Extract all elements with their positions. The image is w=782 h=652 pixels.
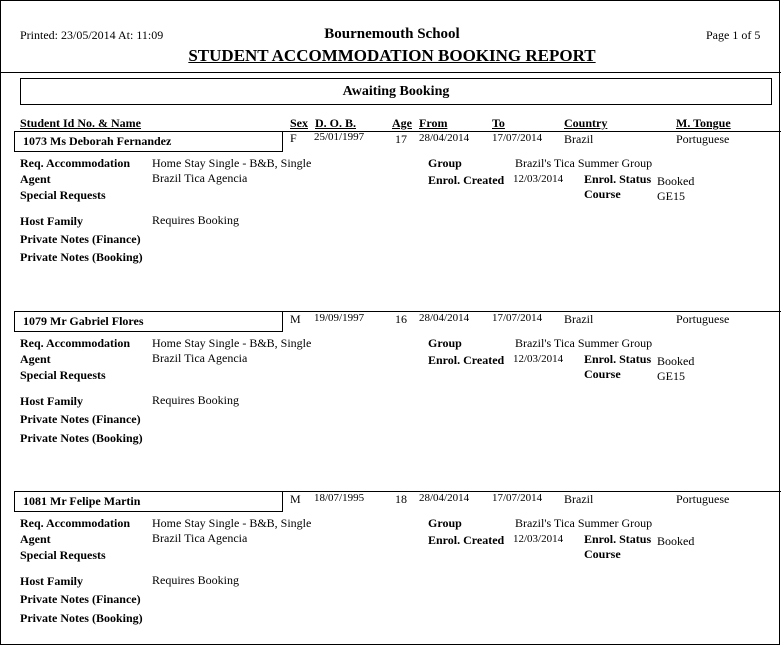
label-enrol-created: Enrol. Created xyxy=(428,353,505,367)
req-accommodation-value: Home Stay Single - B&B, Single xyxy=(152,156,312,170)
label-private-notes-finance: Private Notes (Finance) xyxy=(20,592,141,606)
host-family-value: Requires Booking xyxy=(152,213,239,227)
col-tongue: M. Tongue xyxy=(676,116,731,130)
student-sex: F xyxy=(290,131,297,145)
label-req-accommodation: Req. Accommodation xyxy=(20,156,130,170)
host-family-value: Requires Booking xyxy=(152,393,239,407)
col-to: To xyxy=(492,116,505,130)
label-private-notes-finance: Private Notes (Finance) xyxy=(20,412,141,426)
enrol-created-value: 12/03/2014 xyxy=(513,353,564,365)
agent-value: Brazil Tica Agencia xyxy=(152,351,248,365)
label-host-family: Host Family xyxy=(20,574,83,588)
agent-value: Brazil Tica Agencia xyxy=(152,171,248,185)
date-from: 28/04/2014 xyxy=(419,132,470,144)
date-from: 28/04/2014 xyxy=(419,492,470,504)
col-sex: Sex xyxy=(290,116,308,130)
student-dob: 25/01/1997 xyxy=(314,131,365,143)
label-enrol-status: Enrol. Status xyxy=(584,532,652,546)
group-value: Brazil's Tica Summer Group xyxy=(515,336,653,350)
enrol-status-value: Booked xyxy=(657,534,695,548)
label-req-accommodation: Req. Accommodation xyxy=(20,516,130,530)
date-to: 17/07/2014 xyxy=(492,312,543,324)
student-sex: M xyxy=(290,312,301,326)
label-special-requests: Special Requests xyxy=(20,548,106,562)
enrol-status-value: Booked xyxy=(657,174,695,188)
student-age: 17 xyxy=(395,132,407,146)
student-tongue: Portuguese xyxy=(676,492,730,506)
label-enrol-status: Enrol. Status xyxy=(584,352,652,366)
col-country: Country xyxy=(564,116,608,130)
label-course: Course xyxy=(584,187,621,201)
label-req-accommodation: Req. Accommodation xyxy=(20,336,130,350)
header-divider xyxy=(1,72,781,73)
student-id-name: 1079 Mr Gabriel Flores xyxy=(14,311,283,332)
student-age: 18 xyxy=(395,492,407,506)
label-group: Group xyxy=(428,156,462,170)
label-course: Course xyxy=(584,367,621,381)
label-private-notes-booking: Private Notes (Booking) xyxy=(20,611,143,625)
req-accommodation-value: Home Stay Single - B&B, Single xyxy=(152,516,312,530)
student-dob: 19/09/1997 xyxy=(314,312,365,324)
agent-value: Brazil Tica Agencia xyxy=(152,531,248,545)
date-from: 28/04/2014 xyxy=(419,312,470,324)
report-title-text: STUDENT ACCOMMODATION BOOKING REPORT xyxy=(188,46,596,65)
student-tongue: Portuguese xyxy=(676,312,730,326)
host-family-value: Requires Booking xyxy=(152,573,239,587)
student-country: Brazil xyxy=(564,132,594,146)
group-value: Brazil's Tica Summer Group xyxy=(515,516,653,530)
label-private-notes-booking: Private Notes (Booking) xyxy=(20,431,143,445)
school-name: Bournemouth School xyxy=(324,26,460,42)
enrol-created-value: 12/03/2014 xyxy=(513,533,564,545)
label-agent: Agent xyxy=(20,532,51,546)
label-host-family: Host Family xyxy=(20,214,83,228)
printed-timestamp: Printed: 23/05/2014 At: 11:09 xyxy=(20,28,164,42)
student-id-name: 1081 Mr Felipe Martin xyxy=(14,491,283,512)
col-student: Student Id No. & Name xyxy=(20,116,142,130)
date-to: 17/07/2014 xyxy=(492,492,543,504)
label-agent: Agent xyxy=(20,352,51,366)
section-title: Awaiting Booking xyxy=(20,78,772,105)
label-private-notes-booking: Private Notes (Booking) xyxy=(20,250,143,264)
student-id-name: 1073 Ms Deborah Fernandez xyxy=(14,131,283,152)
label-special-requests: Special Requests xyxy=(20,368,106,382)
student-age: 16 xyxy=(395,312,407,326)
student-country: Brazil xyxy=(564,492,594,506)
label-private-notes-finance: Private Notes (Finance) xyxy=(20,232,141,246)
label-agent: Agent xyxy=(20,172,51,186)
date-to: 17/07/2014 xyxy=(492,132,543,144)
group-value: Brazil's Tica Summer Group xyxy=(515,156,653,170)
label-enrol-created: Enrol. Created xyxy=(428,533,505,547)
label-special-requests: Special Requests xyxy=(20,188,106,202)
label-enrol-status: Enrol. Status xyxy=(584,172,652,186)
label-host-family: Host Family xyxy=(20,394,83,408)
course-value: GE15 xyxy=(657,369,685,383)
col-age: Age xyxy=(392,116,412,130)
enrol-status-value: Booked xyxy=(657,354,695,368)
col-dob: D. O. B. xyxy=(315,116,357,130)
student-tongue: Portuguese xyxy=(676,132,730,146)
enrol-created-value: 12/03/2014 xyxy=(513,173,564,185)
student-country: Brazil xyxy=(564,312,594,326)
label-group: Group xyxy=(428,516,462,530)
page-indicator: Page 1 of 5 xyxy=(706,28,761,42)
student-dob: 18/07/1995 xyxy=(314,492,365,504)
req-accommodation-value: Home Stay Single - B&B, Single xyxy=(152,336,312,350)
label-course: Course xyxy=(584,547,621,561)
col-from: From xyxy=(419,116,448,130)
label-enrol-created: Enrol. Created xyxy=(428,173,505,187)
report-title xyxy=(1,46,782,66)
course-value: GE15 xyxy=(657,189,685,203)
label-group: Group xyxy=(428,336,462,350)
student-sex: M xyxy=(290,492,301,506)
